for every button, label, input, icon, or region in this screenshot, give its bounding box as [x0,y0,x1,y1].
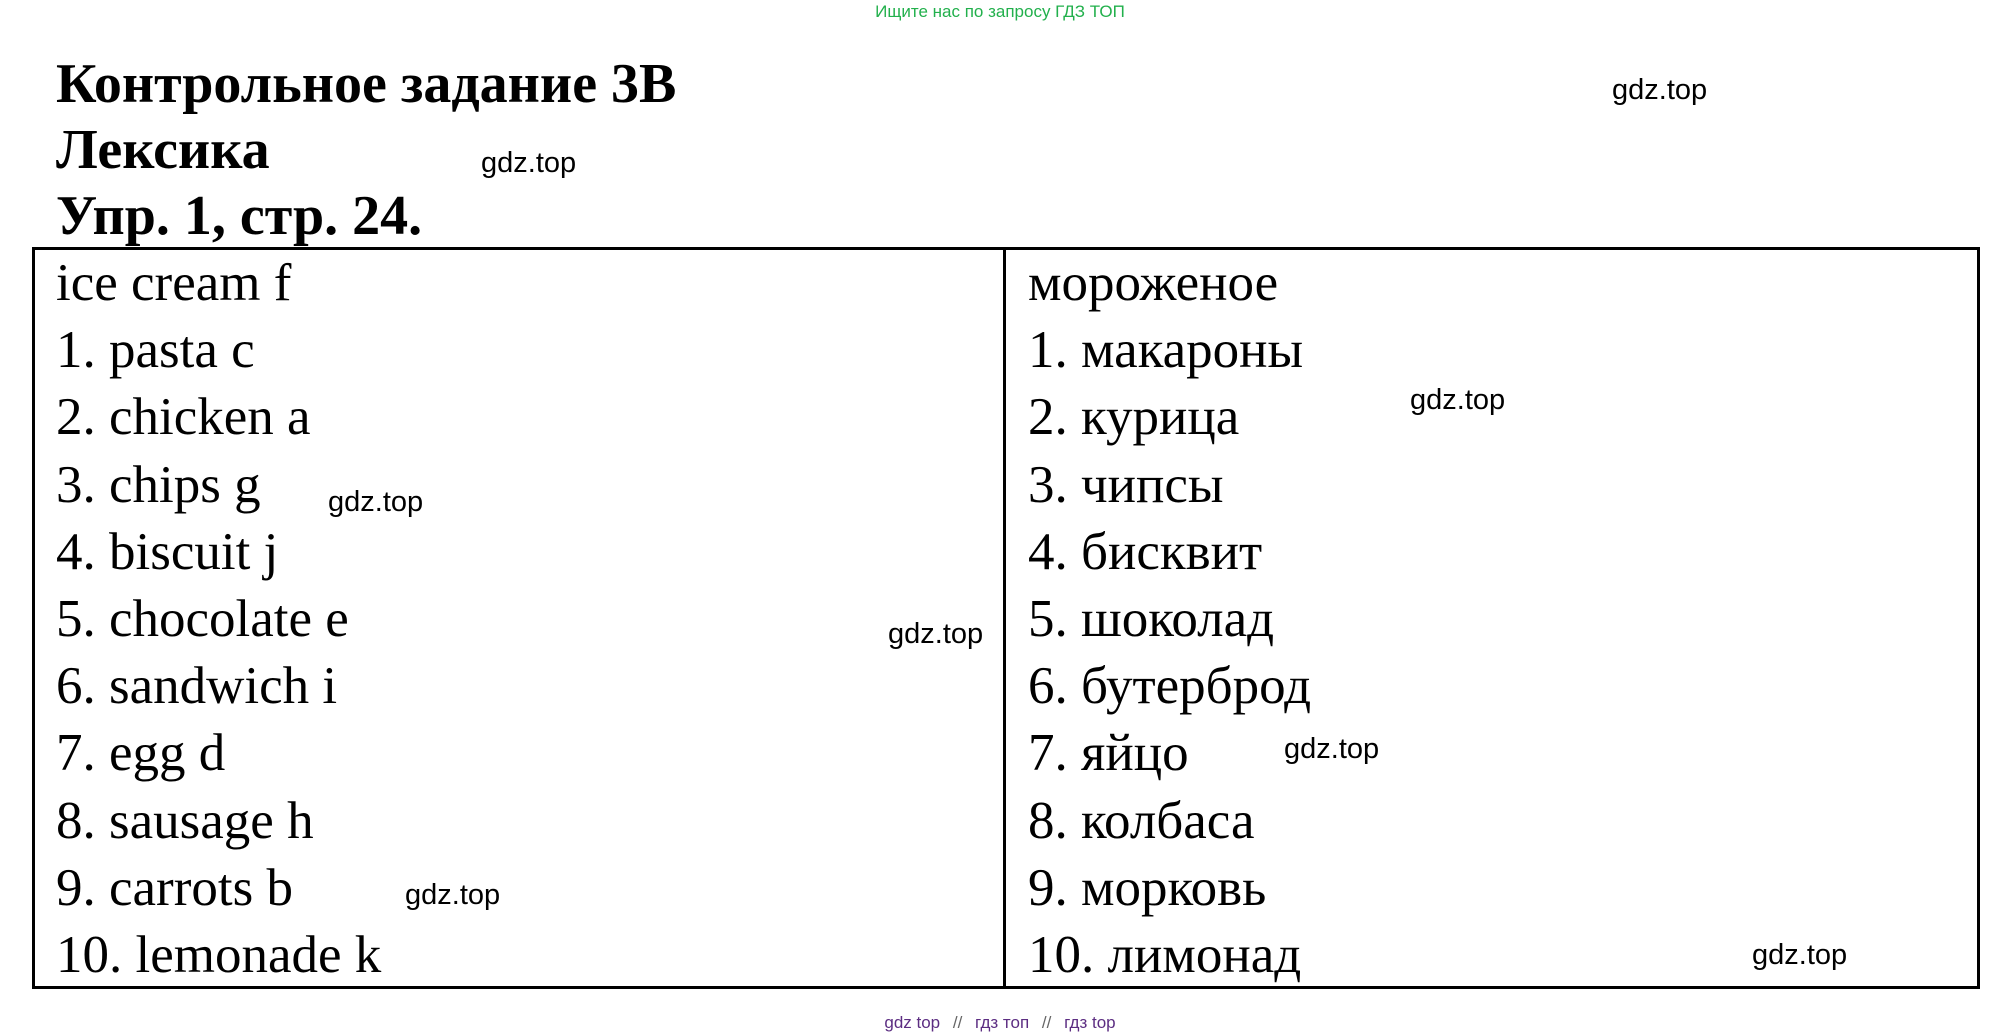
english-column [56,250,381,989]
watermark: gdz.top [1284,733,1380,765]
watermark: gdz.top [1410,384,1506,416]
russian-word: 7. яйцо [1028,724,1189,783]
watermark: gdz.top [481,147,577,179]
english-word: 9. carrots b [56,858,293,917]
russian-column [1028,250,1311,989]
top-banner: Ищите нас по запросу ГДЗ ТОП [875,2,1125,21]
watermark: gdz.top [328,486,424,518]
footer-link[interactable]: гдз топ [975,1013,1030,1032]
russian-word: 5. шоколад [1028,589,1275,648]
section-title: Лексика [56,119,270,181]
english-word: 8. sausage h [56,791,314,850]
russian-word: мороженое [1028,254,1279,312]
russian-word: 6. бутерброд [1028,657,1312,716]
russian-word: 8. колбаса [1028,791,1255,850]
table-column-divider [1003,247,1006,989]
watermark: gdz.top [1752,939,1848,971]
exercise-reference: Упр. 1, стр. 24. [56,185,423,247]
english-word: 3. chips g [56,455,261,514]
english-word: 6. sandwich i [56,657,338,716]
footer-link[interactable]: гдз top [1064,1013,1116,1032]
english-word: 2. chicken a [56,388,311,447]
english-word: 1. pasta c [56,321,255,380]
watermark: gdz.top [1612,74,1708,106]
watermark: gdz.top [405,879,501,911]
footer-links [0,1013,2000,1033]
english-word: 4. biscuit j [56,522,279,581]
russian-word: 10. лимонад [1028,925,1302,984]
footer-separator: // [1041,1013,1052,1032]
russian-word: 3. чипсы [1028,455,1224,514]
russian-word: 9. морковь [1028,858,1267,917]
watermark: gdz.top [888,618,984,650]
footer-link[interactable]: gdz top [884,1013,941,1032]
russian-word: 1. макароны [1028,321,1304,380]
russian-word: 2. курица [1028,388,1240,447]
footer-separator: // [952,1013,963,1032]
exercise-title: Контрольное задание 3В [56,53,677,115]
english-word: 5. chocolate e [56,589,349,648]
english-word: ice cream f [56,254,292,312]
russian-word: 4. бисквит [1028,522,1263,581]
english-word: 7. egg d [56,724,226,783]
english-word: 10. lemonade k [56,925,382,984]
